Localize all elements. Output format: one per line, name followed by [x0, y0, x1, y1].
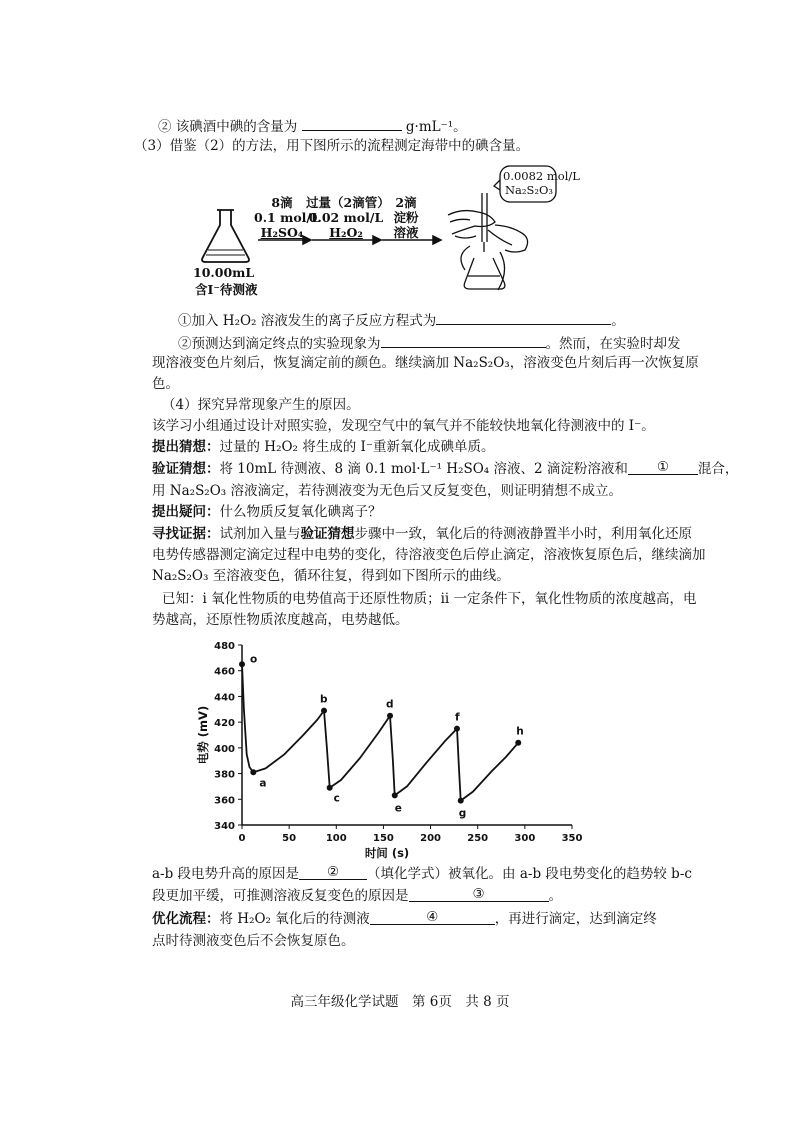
q4-question [152, 503, 382, 521]
flow-diagram [0, 0, 800, 300]
point-label-o: o [250, 653, 258, 666]
blank-4[interactable] [370, 910, 495, 925]
after-l2-prefix: 段更加平缓，可推测溶液反复变色的原因是 [152, 888, 409, 904]
q4-title: （4）探究异常现象产生的原因。 [162, 397, 360, 413]
q3-1-prefix: ①加入 H₂O₂ 溶液发生的离子反应方程式为 [178, 313, 437, 329]
q3-1-answer-blank[interactable] [436, 310, 611, 325]
after-l1-mid: （填化学式）被氧化。由 a-b 段电势变化的趋势较 b-c [367, 866, 692, 882]
q4-evidence-line3: Na₂S₂O₃ 至溶液变色，循环往复，得到如下图所示的曲线。 [152, 568, 510, 584]
step1-reagent: H₂SO₄ [260, 225, 304, 240]
q3-2-line1 [178, 333, 681, 353]
after-l1-prefix: a-b 段电势升高的原因是 [152, 866, 300, 882]
flow-step-1 [254, 195, 320, 240]
y-tick-label: 460 [214, 666, 235, 678]
step2-conc: 0.02 mol/L [308, 210, 384, 225]
step1-drops: 8滴 [271, 195, 293, 210]
point-e [392, 792, 398, 798]
q3-intro: （3）借鉴（2）的方法，用下图所示的流程测定海带中的碘含量。 [134, 138, 530, 154]
evidence-text-b: 验证猜想 [300, 526, 355, 542]
point-g [458, 798, 464, 804]
verify-label: 验证猜想： [152, 461, 220, 477]
y-tick-label: 420 [214, 718, 235, 730]
step1-conc: 0.1 mol/L [254, 210, 320, 225]
question-text: 什么物质反复氧化碘离子？ [219, 504, 382, 520]
point-o [239, 661, 245, 667]
point-label-b: b [320, 693, 328, 706]
y-tick-label: 400 [214, 743, 235, 755]
point-a [250, 769, 256, 775]
x-tick-label: 100 [325, 833, 347, 844]
y-tick-label: 360 [214, 795, 235, 807]
optimize-line2: 点时待测液变色后不会恢复原色。 [152, 933, 355, 949]
blank-1[interactable] [628, 460, 698, 475]
after-line1 [152, 865, 692, 883]
question-label: 提出疑问： [152, 504, 220, 520]
blank-3-number: ③ [472, 886, 485, 902]
point-label-h: h [516, 725, 524, 738]
x-tick-label: 200 [420, 833, 442, 844]
point-d [387, 713, 393, 719]
point-h [515, 740, 521, 746]
q3-2-line2: 现溶液变色片刻后，恢复滴定前的颜色。继续滴加 Na₂S₂O₃，溶液变色片刻后再一次恢复原 [152, 355, 699, 371]
flask-icon [202, 210, 249, 262]
x-tick-label: 250 [467, 833, 489, 844]
x-tick-label: 150 [372, 833, 394, 844]
blank-1-number: ① [656, 459, 669, 475]
point-label-d: d [386, 698, 394, 711]
point-label-g: g [458, 807, 467, 820]
q4-known-line1: 已知：i 氧化性物质的电势值高于还原性物质；ii 一定条件下，氧化性物质的浓度越高，电 [162, 591, 697, 607]
page-footer: 高三年级化学试题 第 6页 共 8 页 [290, 994, 510, 1010]
evidence-text-c: 步骤中一致，氧化后的待测液静置半小时，利用氧化还原 [354, 526, 692, 542]
flask-label-solution: 含I⁻待测液 [195, 282, 258, 297]
q4-evidence-line2: 电势传感器测定滴定过程中电势的变化，待溶液变色后停止滴定，溶液恢复原色后，继续滴加 [152, 547, 706, 563]
q4-known-line2: 势越高，还原性物质浓度越高，电势越低。 [152, 612, 409, 628]
y-tick-label: 480 [214, 641, 235, 652]
flask-label-volume: 10.00mL [193, 265, 255, 280]
titrant-conc: 0.0082 mol/L [503, 169, 580, 183]
hypothesis-label: 提出猜想： [152, 439, 220, 455]
step2-reagent: H₂O₂ [329, 225, 363, 240]
blank-4-number: ④ [426, 909, 439, 925]
evidence-text-a: 试剂加入量与 [219, 526, 301, 542]
point-label-a: a [259, 777, 267, 790]
optimize-line1 [152, 910, 657, 928]
x-tick-label: 300 [514, 833, 536, 844]
q3-1-suffix: 。 [611, 313, 625, 329]
potential-chart [195, 635, 595, 860]
step3-solution: 溶液 [393, 225, 419, 240]
optimize-suffix: ，再进行滴定，达到滴定终 [494, 911, 657, 927]
titrant-name: Na₂S₂O₃ [504, 183, 554, 197]
q4-para1: 该学习小组通过设计对照实验，发现空气中的氧气并不能较快地氧化待测液中的 I⁻。 [152, 418, 655, 434]
q4-hypothesis [152, 438, 495, 456]
point-label-c: c [333, 792, 340, 805]
flow-step-3 [386, 195, 426, 240]
evidence-label: 寻找证据： [152, 526, 220, 542]
q2-2-unit: g·mL⁻¹。 [405, 119, 467, 135]
q4-evidence-line1 [152, 525, 692, 543]
after-line2 [152, 887, 562, 905]
step3-reagent: 淀粉 [393, 210, 419, 225]
burette-label [503, 169, 580, 197]
q3-2-prefix: ②预测达到滴定终点的实验现象为 [178, 336, 381, 352]
optimize-text: 将 H₂O₂ 氧化后的待测液 [219, 911, 370, 927]
blank-2-number: ② [326, 864, 340, 880]
step2-amount: 过量（2滴管） [306, 195, 390, 210]
y-tick-label: 380 [214, 769, 235, 781]
q3-2-suffix: 。然而，在实验时却发 [545, 336, 681, 352]
point-label-e: e [394, 802, 402, 815]
y-tick-label: 440 [214, 692, 235, 704]
q3-2-line3: 色。 [152, 376, 179, 392]
series-line [242, 664, 518, 800]
x-tick-label: 50 [282, 833, 297, 844]
x-tick-label: 0 [238, 833, 246, 844]
step3-drops: 2滴 [395, 195, 417, 210]
q4-verify-line2: 用 Na₂S₂O₃ 溶液滴定，若待测液变为无色后又反复变色，则证明猜想不成立。 [152, 483, 622, 499]
point-label-f: f [454, 711, 460, 724]
y-tick-label: 340 [214, 821, 235, 832]
q3-1-line [178, 310, 625, 330]
point-c [327, 785, 333, 791]
blank-2[interactable] [299, 865, 367, 880]
x-tick-label: 350 [561, 833, 583, 844]
optimize-label: 优化流程： [152, 911, 220, 927]
flow-step-2 [306, 195, 390, 240]
verify-suffix: 混合， [697, 461, 739, 477]
y-axis-label: 电势 (mV) [196, 705, 210, 765]
q3-2-answer-blank[interactable] [381, 333, 546, 348]
q4-verify-line1 [152, 460, 738, 478]
q2-2-prefix: ② 该碘酒中碘的含量为 [158, 119, 298, 135]
blank-3[interactable] [409, 887, 549, 902]
point-f [454, 726, 460, 732]
x-axis-label: 时间 (s) [364, 846, 410, 860]
point-b [321, 708, 327, 714]
hypothesis-text: 过量的 H₂O₂ 将生成的 I⁻重新氧化成碘单质。 [219, 439, 495, 455]
verify-text: 将 10mL 待测液、8 滴 0.1 mol·L⁻¹ H₂SO₄ 溶液、2 滴淀粉溶液和 [219, 461, 628, 477]
after-l2-suffix: 。 [548, 888, 562, 904]
